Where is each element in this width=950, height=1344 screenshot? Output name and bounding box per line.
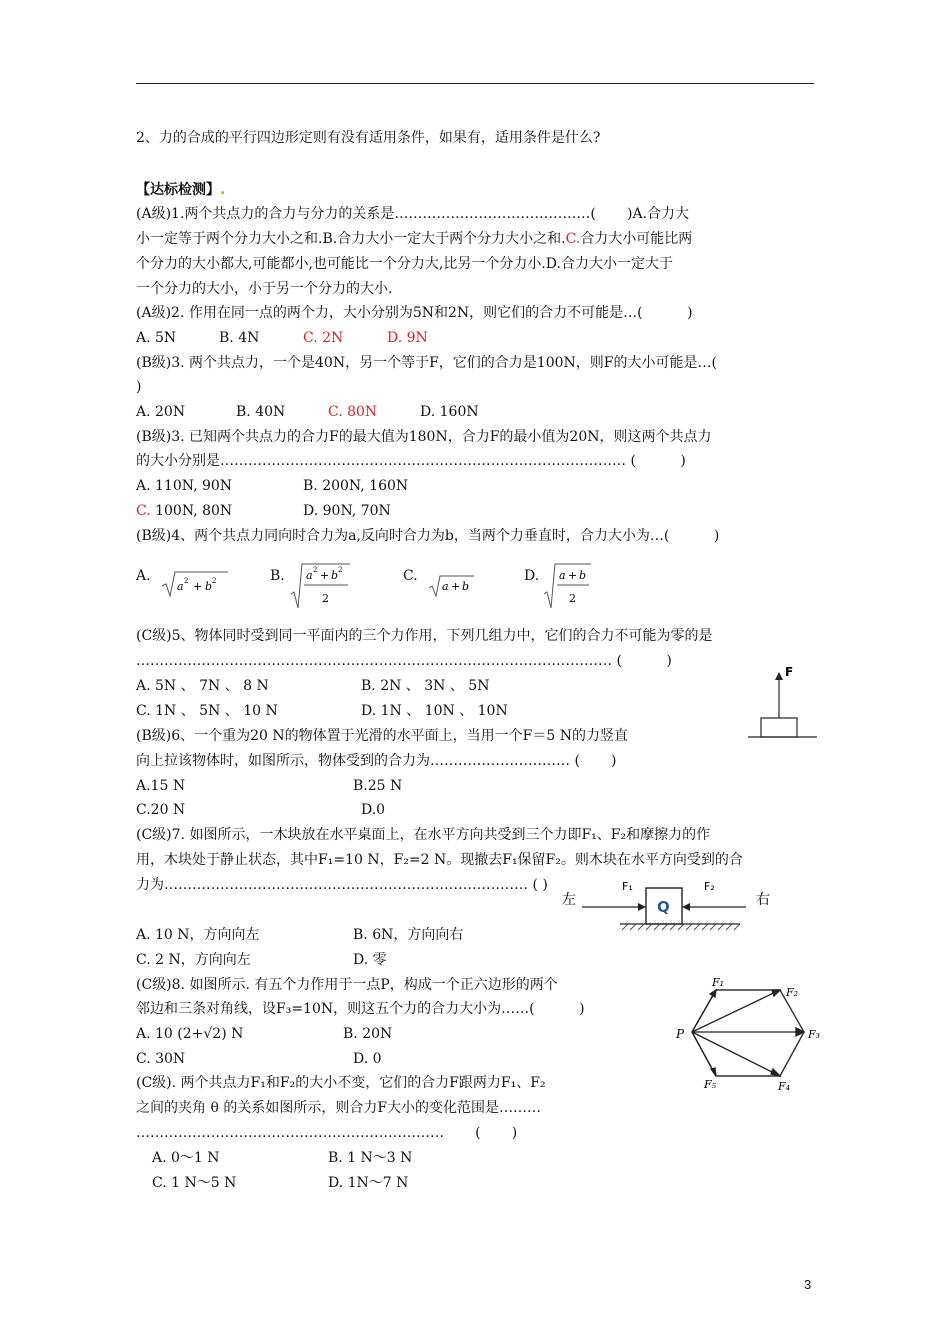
q9-stem-line2: 之间的夹角 θ 的关系如图所示，则合力F大小的变化范围是……… [136,1100,542,1116]
q3b-stem-line2: 的大小分别是…………………………………………………………………………… ( ) [136,453,686,469]
q1-line2: 小一定等于两个分力大小之和.B.合力大小一定大于两个分力大小之和.C.合力大小可能比两 [136,231,693,247]
svg-text:a: a [177,580,184,593]
q3-option-a: A. 20N [136,404,186,420]
q7-option-b: B. 6N，方向向右 [353,927,464,943]
top-rule [136,83,814,84]
q5-option-b: B. 2N 、 3N 、 5N [361,678,490,694]
svg-text:2: 2 [338,566,343,574]
q3-option-d: D. 160N [420,404,479,420]
q6-stem-line1: (B级)6、一个重为20 N的物体置于光滑的水平面上，当用一个F＝5 N的力竖直 [136,728,628,744]
q7-stem-line1: (C级)7. 如图所示，一木块放在水平桌面上，在水平方向共受到三个力即F₁、F₂和摩擦力的作 [136,827,711,843]
q5-option-a: A. 5N 、 7N 、 8 N [136,678,269,694]
svg-text:a: a [306,569,313,582]
svg-text:2: 2 [212,577,217,585]
q7-stem-line3: 力为…………………………………………………………………… ( ) [136,877,548,893]
q3b-option-d: D. 90N, 70N [303,503,391,519]
q2-stem: (A级)2. 作用在同一点的两个力，大小分别为5N和2N，则它们的合力不可能是…( ) [136,305,693,321]
svg-text:b: b [331,569,339,582]
q3-option-b: B. 40N [236,404,286,420]
q4-option-c: C. [403,568,418,584]
q9-stem-line3: ………………………………………………………… ( ) [136,1125,518,1141]
svg-text:b: b [205,580,213,593]
svg-text:a: a [442,580,449,593]
q6-option-d: D.0 [361,802,386,818]
q4-formula-c [428,574,478,598]
q4-option-a: A. [136,568,151,584]
svg-text:+: + [451,580,461,593]
q7-option-d: D. 零 [353,952,387,968]
q3-stem-line1: (B级)3. 两个共点力，一个是40N，另一个等于F，它们的合力是100N，则F的大小可能是…( [136,355,717,371]
q8-f4-label: F₄ [778,1080,791,1093]
q3b-option-b: B. 200N, 160N [303,478,409,494]
q4-stem: (B级)4、两个共点力同向时合力为a,反向时合力为b，当两个力垂直时，合力大小为…( ) [136,528,720,544]
q7-option-a: A. 10 N，方向向左 [136,927,260,943]
q8-f1-label: F₁ [712,976,725,989]
q7-figure [560,876,780,936]
q4-option-b: B. [270,568,285,584]
q7-stem-line2: 用，木块处于静止状态，其中F₁=10 N，F₂=2 N。现撤去F₁保留F₂。则木块在水平方向受到的合 [136,852,743,868]
q4-formula-a [160,570,230,600]
q6-stem-line2: 向上拉该物体时，如图所示，物体受到的合力为………………………… ( ) [136,753,617,769]
q3b-stem-line1: (B级)3. 已知两个共点力的合力F的最大值为180N，合力F的最小值为20N，则这两个共点力 [136,429,712,445]
q9-option-b: B. 1 N～3 N [328,1150,413,1166]
svg-text:2: 2 [184,577,189,585]
q2-option-d: D. 9N [387,330,428,346]
q9-option-c: C. 1 N～5 N [152,1175,237,1191]
question-2-conditions: 2、力的合成的平行四边形定则有没有适用条件，如果有，适用条件是什么? [136,130,601,146]
q8-f2-label: F₂ [786,986,799,999]
q8-option-c: C. 30N [136,1051,186,1067]
q5-option-c: C. 1N 、 5N 、 10 N [136,703,278,719]
q7-f1-label: F₁ [622,880,633,893]
page-number: 3 [804,1277,812,1292]
q6-option-c: C.20 N [136,802,186,818]
q4-formula-b [290,562,360,610]
q6-force-label: F [785,665,794,679]
q8-option-a: A. 10 (2+√2) N [136,1026,244,1042]
section-header: 【达标检测】. [136,182,226,198]
q2-option-b: B. 4N [219,330,260,346]
q8-option-d: D. 0 [353,1051,382,1067]
q4-formula-d [543,562,595,610]
q7-block-label: Q [657,898,670,916]
q2-option-c: C. 2N [303,330,344,346]
q8-f5-label: F₅ [704,1078,717,1091]
q8-stem-line2: 邻边和三条对角线，设F₃=10N，则这五个力的合力大小为……( ) [136,1001,585,1017]
svg-text:2: 2 [322,592,329,605]
q9-stem-line1: (C级). 两个共点力F₁和F₂的大小不变，它们的合力F跟两力F₁、F₂ [136,1075,546,1091]
q5-option-d: D. 1N 、 10N 、 10N [361,703,508,719]
q7-option-c: C. 2 N，方向向左 [136,952,251,968]
svg-text:+: + [568,569,578,582]
q2-option-a: A. 5N [136,330,177,346]
svg-text:a: a [559,569,566,582]
q8-option-b: B. 20N [343,1026,393,1042]
q9-option-a: A. 0～1 N [152,1150,220,1166]
q8-f3-label: F₃ [808,1028,821,1041]
svg-text:b: b [462,580,470,593]
q9-option-d: D. 1N～7 N [328,1175,409,1191]
q4-option-d: D. [524,568,540,584]
q3b-option-c: C. 100N, 80N [136,503,233,519]
q7-f2-label: F₂ [704,880,715,893]
q8-stem-line1: (C级)8. 如图所示. 有五个力作用于一点P，构成一个正六边形的两个 [136,977,558,993]
svg-text:2: 2 [569,592,576,605]
q6-figure [745,660,820,740]
q3b-option-a: A. 110N, 90N [136,478,233,494]
q1-line1: (A级)1.两个共点力的合力与分力的关系是……………………………………( )A.合力大 [136,206,690,222]
svg-text:b: b [579,569,587,582]
q7-right-label: 右 [756,892,770,908]
q6-option-a: A.15 N [136,778,186,794]
q7-left-label: 左 [562,892,576,908]
q1-line3: 个分力的大小都大,可能都小,也可能比一个分力大,比另一个分力小.D.合力大小一定大于 [136,256,673,272]
q5-stem-line2: ………………………………………………………………………………………… ( ) [136,653,672,669]
q6-option-b: B.25 N [353,778,403,794]
q8-point-p: P [676,1027,685,1041]
svg-text:+: + [193,580,203,593]
q5-stem-line1: (C级)5、物体同时受到同一平面内的三个力作用，下列几组力中，它们的合力不可能为零的是 [136,628,713,644]
q8-hexagon-figure [672,972,832,1092]
q1-line4: 一个分力的大小，小于另一个分力的大小. [136,281,393,297]
q3-stem-line2: ) [136,379,142,395]
q3-option-c: C. 80N [328,404,378,420]
svg-text:+: + [320,569,330,582]
svg-text:2: 2 [313,566,318,574]
